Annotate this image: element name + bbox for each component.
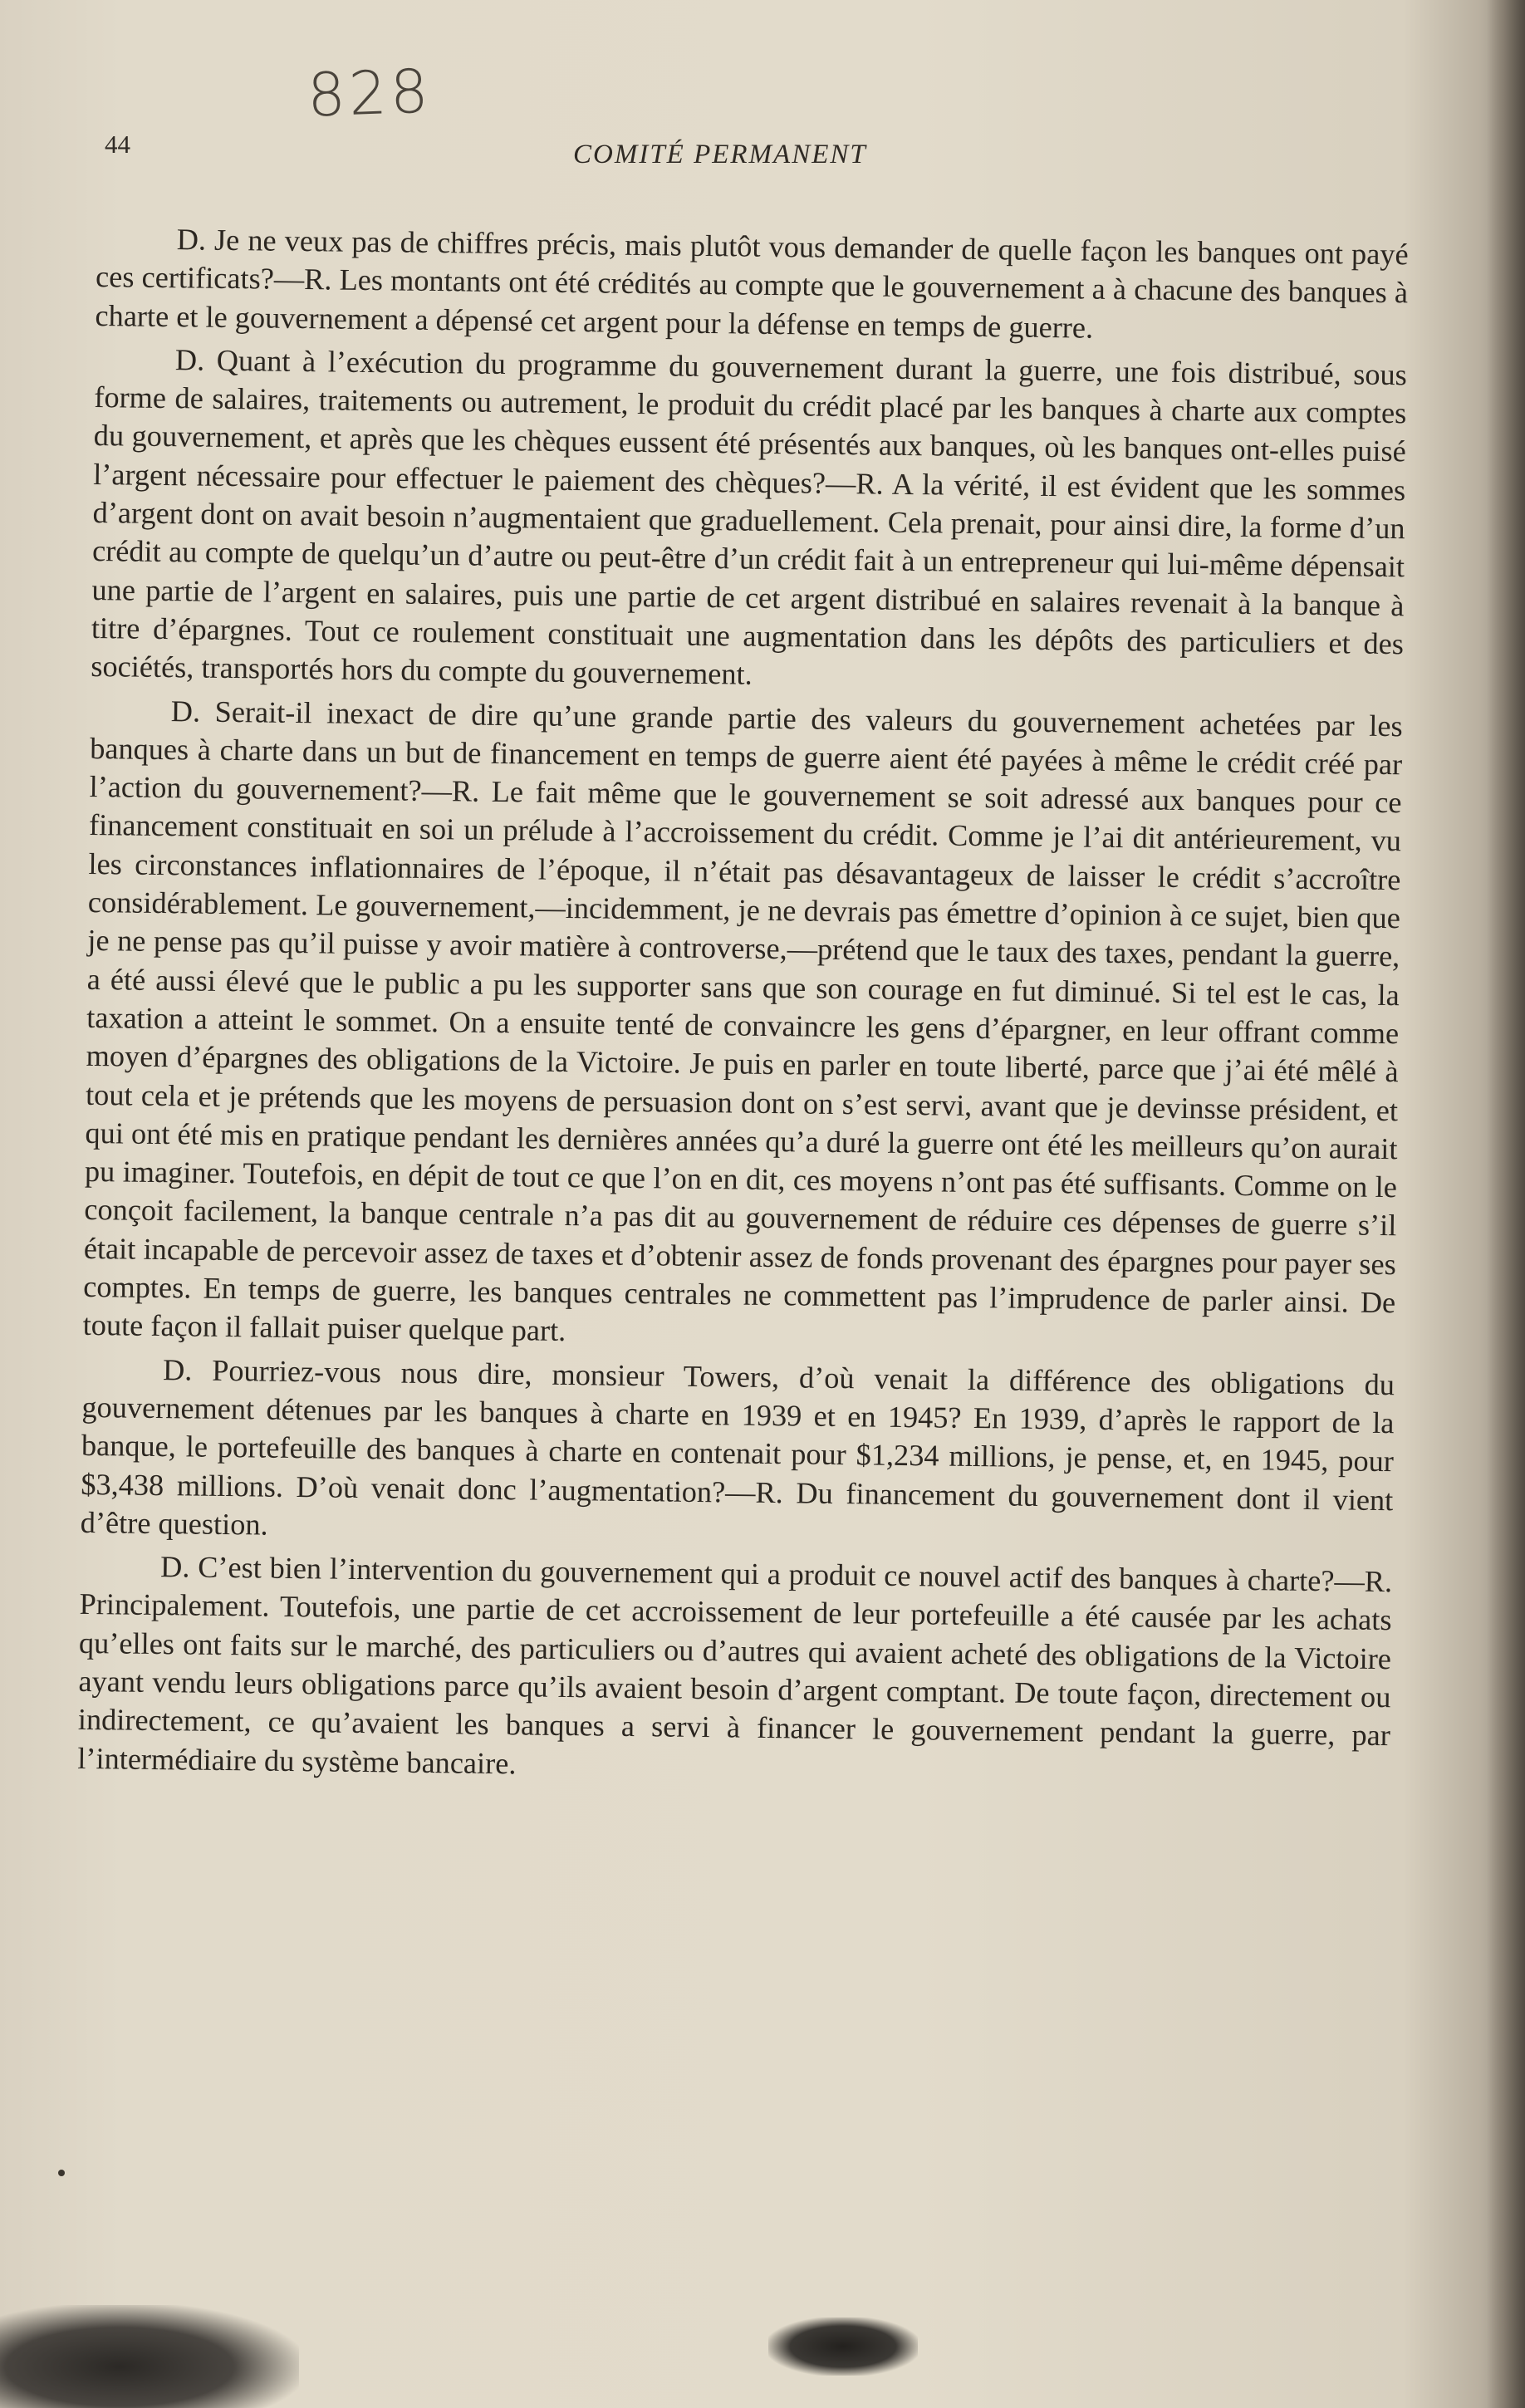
- ink-smudge-left: [0, 2305, 299, 2408]
- handwritten-folio-number: 828: [306, 56, 433, 130]
- paragraph-2: D. Quant à l’exécution du programme du gouvernement durant la guerre, une fois distribué, sous forme de salaires, traitements ou autrement, le produit du crédit placé par les banques à charte aux comptes du gouvernement, et après que les chèques eussent été présentés aux banques, où les banques ont-elles puisé l’argent nécessaire pour effectuer le paiement des chèques?—R. A la vérité, il est évident que les sommes d’argent dont on avait besoin n’augmentaient que graduellement. Cela prenait, pour ainsi dire, la forme d’un crédit au compte de quelqu’un d’autre ou peut-être d’un crédit fait à un entrepreneur qui lui-même dépensait une partie de l’argent en salaires, puis une partie de cet argent distribué en salaires revenait à la banque à titre d’épargnes. Tout ce roulement constituait une augmentation dans les dépôts des particuliers et des sociétés, transportés hors du compte du gouvernement.: [91, 343, 1408, 691]
- paragraph-5: D. C’est bien l’intervention du gouvernement qui a produit ce nouvel actif des banques à charte?—R. Principalement. Toutefois, une partie de cet accroissement de leur portefeuille a été causée par les achats qu’elles ont faits sur le marché, des particuliers ou d’autres qui avaient acheté des obligations de la Victoire ayant vendu leurs obligations parce qu’ils avaient besoin d’argent comptant. De toute façon, directement ou indirectement, ce qu’avaient les banques a servi à financer le gouvernement pendant la guerre, par l’intermédiaire du système bancaire.: [77, 1550, 1393, 1780]
- running-head: COMITÉ PERMANENT: [573, 140, 867, 169]
- ink-smudge-right: [768, 2317, 918, 2376]
- paragraph-4: D. Pourriez-vous nous dire, monsieur Towers, d’où venait la différence des obligations du gouvernement détenues par les banques à charte en 1939 et en 1945? En 1939, d’après le rapport de la banque, le portefeuille des banques à charte en contenait pour $1,234 millions, je pense, et, en 1945, pour $3,438 millions. D’où venait donc l’augmentation?—R. Du financement du gouvernement dont il vient d’être question.: [80, 1352, 1395, 1542]
- body-text: [77, 219, 1409, 1798]
- ink-speck: [58, 2170, 65, 2176]
- page-number: 44: [105, 130, 130, 159]
- binding-shadow: [1487, 0, 1525, 2408]
- paragraph-1: D. Je ne veux pas de chiffres précis, mais plutôt vous demander de quelle façon les banques ont payé ces certificats?—R. Les montants ont été crédités au compte que le gouvernement a à chacune des banques à charte et le gouvernement a dépensé cet argent pour la défense en temps de guerre.: [95, 223, 1409, 345]
- paragraph-3: D. Serait-il inexact de dire qu’une grande partie des valeurs du gouvernement achetées par les banques à charte dans un but de financement en temps de guerre aient été payées à même le crédit créé par l’action du gouvernement?—R. Le fait même que le gouvernement se soit adressé aux banques pour ce financement constituait en soi un prélude à l’accroissement du crédit. Comme je l’ai dit antérieurement, vu les circonstances inflationnaires de l’époque, il n’était pas désavantageux de laisser le crédit s’accroître considérablement. Le gouvernement,—incidemment, je ne devrais pas émettre d’opinion à ce sujet, bien que je ne pense pas qu’il puisse y avoir matière à controverse,—prétend que le taux des taxes, pendant la guerre, a été aussi élevé que le public a pu les supporter sans que son courage en fut diminué. Si tel est le cas, la taxation a atteint le sommet. On a ensuite tenté de convaincre les gens d’épargner, en leur offrant comme moyen d’épargnes des obligations de la Victoire. Je puis en parler en toute liberté, parce que j’ai été mêlé à tout cela et je prétends que les moyens de persuasion dont on s’est servi, avant que je devinsse président, et qui ont été mis en pratique pendant les dernières années qu’a duré la guerre ont été les meilleurs qu’on aurait pu imaginer. Toutefois, en dépit de tout ce que l’on en dit, ces moyens n’ont pas été suffisants. Comme on le conçoit facilement, la banque centrale n’a pas dit au gouvernement de réduire ces dépenses de guerre s’il était incapable de percevoir assez de taxes et d’obtenir assez de fonds provenant des épargnes pour payer ses comptes. En temps de guerre, les banques centrales ne commettent pas l’imprudence de parler ainsi. De toute façon il fallait puiser quelque part.: [82, 694, 1403, 1348]
